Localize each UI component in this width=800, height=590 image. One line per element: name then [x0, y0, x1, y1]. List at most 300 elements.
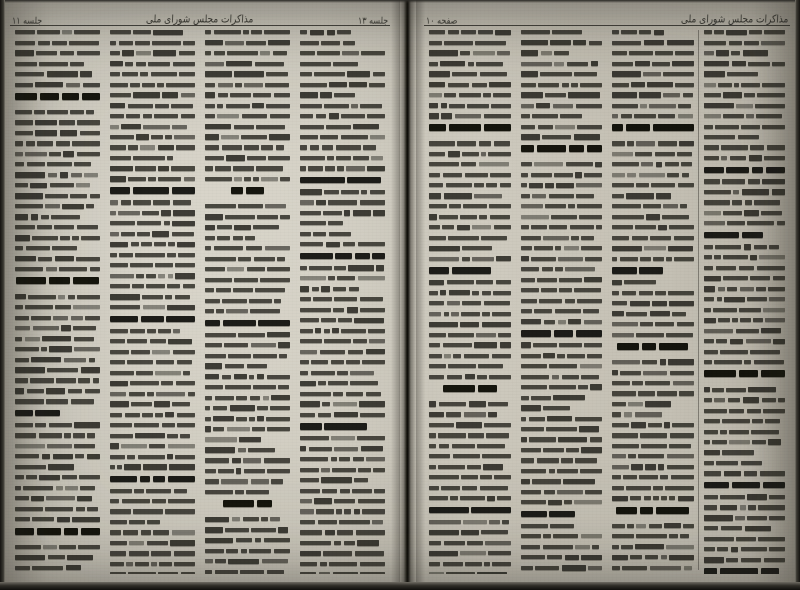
word-glyph-cluster	[644, 246, 666, 250]
word-glyph-cluster	[429, 173, 440, 177]
word-glyph-cluster	[652, 301, 667, 306]
word-glyph-cluster	[446, 183, 472, 187]
word-glyph-cluster	[321, 286, 330, 291]
word-glyph-cluster	[612, 475, 621, 479]
word-glyph-cluster	[543, 545, 573, 549]
word-glyph-cluster	[205, 104, 215, 108]
word-glyph-cluster	[363, 145, 376, 149]
word-glyph-cluster	[119, 253, 133, 257]
word-glyph-cluster	[165, 135, 172, 139]
word-glyph-cluster	[372, 520, 383, 524]
word-glyph-cluster	[205, 299, 220, 303]
word-glyph-cluster	[612, 381, 630, 385]
word-glyph-cluster	[552, 30, 582, 34]
text-line	[110, 518, 195, 526]
word-glyph-cluster	[168, 444, 195, 448]
text-line	[15, 223, 100, 231]
word-glyph-cluster	[322, 402, 330, 406]
heading-glyph-cluster	[64, 528, 78, 535]
word-glyph-cluster	[736, 537, 755, 541]
word-glyph-cluster	[247, 156, 265, 160]
word-glyph-cluster	[328, 221, 343, 225]
right-page-head-rule	[424, 25, 790, 26]
word-glyph-cluster	[474, 183, 484, 187]
word-glyph-cluster	[30, 378, 53, 382]
word-glyph-cluster	[752, 419, 763, 423]
word-glyph-cluster	[146, 489, 171, 493]
word-glyph-cluster	[151, 562, 157, 566]
word-glyph-cluster	[581, 555, 602, 560]
word-glyph-cluster	[224, 343, 248, 347]
word-glyph-cluster	[576, 104, 602, 108]
word-glyph-cluster	[130, 329, 145, 333]
word-glyph-cluster	[723, 211, 742, 215]
word-glyph-cluster	[575, 417, 602, 421]
word-glyph-cluster	[521, 194, 530, 198]
speaker-heading	[15, 277, 100, 288]
word-glyph-cluster	[217, 225, 232, 229]
word-glyph-cluster	[26, 141, 35, 145]
word-glyph-cluster	[81, 236, 100, 240]
word-glyph-cluster	[452, 444, 475, 448]
word-glyph-cluster	[124, 464, 140, 469]
word-glyph-cluster	[232, 458, 241, 463]
word-glyph-cluster	[655, 322, 674, 326]
word-glyph-cluster	[261, 177, 278, 181]
word-glyph-cluster	[704, 266, 714, 270]
word-glyph-cluster	[110, 125, 119, 129]
heading-glyph-cluster	[324, 423, 367, 429]
word-glyph-cluster	[612, 83, 629, 87]
word-glyph-cluster	[256, 166, 283, 170]
word-glyph-cluster	[216, 288, 231, 292]
text-line	[429, 331, 511, 339]
word-glyph-cluster	[134, 489, 143, 493]
word-glyph-cluster	[110, 51, 120, 55]
word-glyph-cluster	[238, 333, 264, 337]
word-glyph-cluster	[46, 496, 74, 500]
heading-glyph-cluster	[642, 343, 657, 350]
word-glyph-cluster	[475, 41, 506, 45]
word-glyph-cluster	[587, 354, 602, 358]
word-glyph-cluster	[429, 520, 461, 524]
word-glyph-cluster	[581, 236, 593, 240]
word-glyph-cluster	[704, 286, 716, 291]
word-glyph-cluster	[429, 183, 443, 187]
word-glyph-cluster	[300, 381, 316, 386]
word-glyph-cluster	[612, 566, 620, 570]
word-glyph-cluster	[15, 367, 45, 372]
text-line	[205, 154, 290, 162]
word-glyph-cluster	[39, 62, 67, 66]
word-glyph-cluster	[760, 471, 785, 475]
text-line	[429, 484, 511, 492]
scanner-bed-right	[795, 0, 800, 590]
word-glyph-cluster	[260, 278, 290, 282]
word-glyph-cluster	[756, 114, 782, 118]
text-line	[521, 372, 603, 380]
speaker-heading	[15, 93, 100, 104]
word-glyph-cluster	[300, 329, 313, 333]
word-glyph-cluster	[722, 419, 749, 423]
word-glyph-cluster	[266, 104, 290, 108]
word-glyph-cluster	[110, 562, 124, 566]
word-glyph-cluster	[255, 62, 284, 66]
word-glyph-cluster	[15, 162, 24, 166]
word-glyph-cluster	[15, 62, 37, 66]
word-glyph-cluster	[205, 426, 211, 431]
speaker-heading	[110, 314, 195, 324]
word-glyph-cluster	[641, 444, 667, 448]
word-glyph-cluster	[76, 507, 85, 511]
word-glyph-cluster	[542, 135, 571, 139]
word-glyph-cluster	[645, 381, 671, 385]
word-glyph-cluster	[321, 41, 340, 45]
text-line	[429, 181, 511, 189]
heading-glyph-cluster	[704, 167, 724, 173]
text-line	[521, 59, 603, 67]
word-glyph-cluster	[73, 305, 100, 309]
word-glyph-cluster	[268, 40, 290, 45]
word-glyph-cluster	[723, 114, 744, 118]
word-glyph-cluster	[543, 236, 569, 240]
word-glyph-cluster	[121, 124, 141, 129]
text-line	[300, 327, 385, 335]
word-glyph-cluster	[584, 343, 602, 347]
word-glyph-cluster	[704, 450, 721, 455]
word-glyph-cluster	[344, 509, 351, 513]
left-page-session-label-outer: جلسه ۱۳	[357, 15, 389, 26]
word-glyph-cluster	[78, 545, 100, 549]
text-line	[205, 404, 290, 412]
word-glyph-cluster	[354, 478, 368, 482]
word-glyph-cluster	[329, 562, 357, 566]
text-line	[110, 560, 195, 568]
text-line	[612, 421, 694, 429]
word-glyph-cluster	[622, 291, 637, 295]
word-glyph-cluster	[15, 423, 33, 427]
text-line	[429, 400, 511, 408]
text-line	[110, 209, 195, 217]
heading-glyph-cluster	[443, 385, 475, 392]
word-glyph-cluster	[521, 354, 541, 358]
text-line	[429, 528, 511, 536]
word-glyph-cluster	[534, 246, 553, 250]
word-glyph-cluster	[357, 436, 385, 440]
word-glyph-cluster	[665, 486, 694, 490]
word-glyph-cluster	[741, 83, 759, 87]
word-glyph-cluster	[529, 183, 543, 188]
word-glyph-cluster	[349, 287, 359, 291]
word-glyph-cluster	[679, 141, 694, 146]
word-glyph-cluster	[37, 225, 52, 229]
text-line	[300, 91, 385, 99]
word-glyph-cluster	[367, 166, 385, 171]
word-glyph-cluster	[704, 505, 718, 509]
text-line	[612, 181, 694, 189]
word-glyph-cluster	[300, 51, 315, 55]
heading-glyph-cluster	[110, 187, 130, 193]
word-glyph-cluster	[177, 360, 192, 364]
word-glyph-cluster	[746, 114, 754, 118]
word-glyph-cluster	[704, 211, 721, 215]
text-line	[205, 234, 290, 242]
word-glyph-cluster	[446, 412, 461, 416]
word-glyph-cluster	[704, 276, 721, 281]
word-glyph-cluster	[635, 412, 663, 416]
word-glyph-cluster	[312, 287, 320, 291]
word-glyph-cluster	[654, 30, 664, 35]
word-glyph-cluster	[494, 225, 511, 229]
word-glyph-cluster	[300, 401, 320, 406]
word-glyph-cluster	[521, 204, 543, 208]
text-line	[429, 320, 511, 328]
text-line	[15, 28, 100, 36]
text-line	[110, 507, 195, 515]
text-line	[15, 192, 100, 200]
text-line	[110, 348, 195, 356]
text-line	[15, 303, 100, 311]
text-line	[15, 473, 100, 481]
word-glyph-cluster	[716, 339, 727, 343]
word-glyph-cluster	[669, 534, 678, 538]
word-glyph-cluster	[759, 255, 785, 259]
word-glyph-cluster	[429, 551, 458, 556]
word-glyph-cluster	[205, 570, 212, 574]
word-glyph-cluster	[253, 225, 279, 229]
word-glyph-cluster	[720, 495, 745, 499]
word-glyph-cluster	[148, 62, 171, 66]
text-line	[521, 80, 603, 88]
word-glyph-cluster	[672, 61, 693, 66]
word-glyph-cluster	[316, 114, 327, 118]
word-glyph-cluster	[62, 30, 71, 34]
heading-glyph-cluster	[355, 253, 370, 259]
text-line	[300, 528, 385, 536]
word-glyph-cluster	[244, 469, 265, 473]
word-glyph-cluster	[531, 396, 551, 400]
heading-glyph-cluster	[37, 528, 61, 535]
word-glyph-cluster	[652, 62, 670, 66]
word-glyph-cluster	[251, 343, 276, 347]
word-glyph-cluster	[726, 558, 738, 562]
text-line	[612, 320, 694, 328]
word-glyph-cluster	[39, 475, 60, 480]
word-glyph-cluster	[576, 194, 594, 198]
word-glyph-cluster	[154, 401, 170, 406]
word-glyph-cluster	[429, 291, 438, 295]
word-glyph-cluster	[360, 413, 385, 417]
word-glyph-cluster	[162, 423, 176, 427]
word-glyph-cluster	[483, 93, 491, 97]
text-line	[429, 463, 511, 471]
heading-glyph-cluster	[452, 267, 492, 273]
word-glyph-cluster	[429, 541, 441, 545]
word-glyph-cluster	[183, 41, 195, 45]
word-glyph-cluster	[333, 62, 357, 66]
word-glyph-cluster	[429, 30, 445, 34]
word-glyph-cluster	[665, 162, 679, 166]
word-glyph-cluster	[563, 479, 594, 484]
word-glyph-cluster	[621, 114, 632, 118]
word-glyph-cluster	[612, 322, 638, 326]
text-line	[15, 387, 100, 395]
word-glyph-cluster	[644, 496, 651, 500]
word-glyph-cluster	[152, 41, 181, 45]
word-glyph-cluster	[429, 103, 438, 108]
text-line	[15, 494, 100, 502]
word-glyph-cluster	[673, 381, 694, 385]
word-glyph-cluster	[367, 114, 385, 118]
word-glyph-cluster	[337, 166, 343, 170]
word-glyph-cluster	[205, 517, 229, 522]
text-line	[300, 112, 385, 120]
word-glyph-cluster	[462, 486, 477, 490]
word-glyph-cluster	[121, 444, 147, 448]
word-glyph-cluster	[336, 156, 351, 160]
word-glyph-cluster	[230, 93, 251, 97]
word-glyph-cluster	[15, 347, 39, 351]
text-line	[429, 202, 511, 210]
word-glyph-cluster	[612, 534, 634, 538]
word-glyph-cluster	[50, 183, 75, 187]
text-line	[521, 297, 603, 305]
word-glyph-cluster	[15, 486, 21, 490]
text-line	[110, 528, 195, 536]
text-line	[300, 28, 385, 36]
speaker-heading	[612, 507, 694, 518]
word-glyph-cluster	[628, 402, 643, 406]
word-glyph-cluster	[486, 183, 497, 187]
word-glyph-cluster	[267, 267, 290, 271]
word-glyph-cluster	[574, 288, 601, 292]
text-line	[704, 514, 786, 522]
word-glyph-cluster	[47, 444, 71, 448]
heading-glyph-cluster	[639, 267, 662, 273]
text-line	[205, 435, 290, 443]
text-line	[205, 467, 290, 475]
word-glyph-cluster	[537, 458, 559, 462]
word-glyph-cluster	[267, 570, 284, 574]
text-line	[612, 389, 694, 397]
word-glyph-cluster	[346, 360, 360, 364]
word-glyph-cluster	[80, 486, 95, 490]
word-glyph-cluster	[314, 72, 345, 76]
word-glyph-cluster	[47, 110, 68, 114]
word-glyph-cluster	[110, 434, 133, 438]
word-glyph-cluster	[730, 156, 747, 160]
word-glyph-cluster	[521, 490, 542, 494]
text-line	[704, 143, 786, 151]
word-glyph-cluster	[110, 232, 119, 236]
word-glyph-cluster	[720, 350, 748, 354]
word-glyph-cluster	[87, 433, 95, 437]
word-glyph-cluster	[584, 277, 602, 282]
word-glyph-cluster	[474, 194, 501, 198]
text-line	[429, 351, 511, 359]
heading-glyph-cluster	[521, 145, 535, 152]
word-glyph-cluster	[155, 413, 163, 417]
left-page-columns	[10, 28, 390, 574]
word-glyph-cluster	[749, 30, 762, 34]
text-line	[15, 334, 100, 342]
speaker-heading	[612, 124, 694, 135]
text-line	[15, 59, 100, 67]
word-glyph-cluster	[460, 496, 485, 500]
word-glyph-cluster	[590, 384, 602, 389]
word-glyph-cluster	[313, 297, 332, 301]
text-line	[429, 91, 511, 99]
word-glyph-cluster	[110, 381, 128, 386]
word-glyph-cluster	[300, 541, 331, 545]
text-line	[300, 434, 385, 442]
word-glyph-cluster	[480, 72, 507, 76]
word-glyph-cluster	[142, 413, 153, 417]
text-line	[15, 313, 100, 321]
word-glyph-cluster	[87, 454, 100, 459]
word-glyph-cluster	[172, 232, 194, 236]
word-glyph-cluster	[612, 412, 621, 416]
word-glyph-cluster	[465, 173, 488, 177]
word-glyph-cluster	[142, 83, 155, 87]
word-glyph-cluster	[429, 162, 459, 166]
word-glyph-cluster	[205, 333, 236, 337]
word-glyph-cluster	[157, 83, 164, 87]
word-glyph-cluster	[300, 62, 331, 66]
word-glyph-cluster	[300, 308, 331, 312]
word-glyph-cluster	[346, 392, 364, 396]
text-line	[704, 219, 786, 227]
speaker-heading	[205, 500, 290, 511]
word-glyph-cluster	[768, 287, 785, 291]
word-glyph-cluster	[571, 236, 579, 240]
word-glyph-cluster	[612, 236, 629, 240]
word-glyph-cluster	[658, 464, 664, 469]
word-glyph-cluster	[118, 211, 140, 215]
word-glyph-cluster	[612, 71, 641, 76]
text-line	[704, 264, 786, 272]
word-glyph-cluster	[246, 246, 263, 250]
word-glyph-cluster	[52, 41, 66, 45]
word-glyph-cluster	[612, 370, 618, 375]
word-glyph-cluster	[429, 375, 444, 379]
word-glyph-cluster	[165, 412, 174, 417]
word-glyph-cluster	[74, 162, 91, 166]
word-glyph-cluster	[214, 246, 243, 250]
word-glyph-cluster	[769, 547, 785, 551]
word-glyph-cluster	[429, 496, 448, 500]
word-glyph-cluster	[714, 398, 725, 402]
word-glyph-cluster	[173, 350, 195, 354]
word-glyph-cluster	[32, 236, 58, 240]
word-glyph-cluster	[60, 51, 75, 55]
word-glyph-cluster	[723, 255, 747, 259]
word-glyph-cluster	[443, 562, 463, 566]
word-glyph-cluster	[581, 375, 599, 379]
text-line	[15, 515, 100, 523]
word-glyph-cluster	[218, 93, 228, 97]
text-line	[110, 421, 195, 429]
word-glyph-cluster	[133, 509, 163, 513]
word-glyph-cluster	[452, 72, 477, 76]
word-glyph-cluster	[366, 349, 385, 354]
word-glyph-cluster	[74, 347, 100, 351]
word-glyph-cluster	[747, 409, 761, 413]
word-glyph-cluster	[761, 41, 785, 45]
word-glyph-cluster	[27, 389, 44, 393]
text-line	[429, 244, 511, 252]
word-glyph-cluster	[764, 30, 785, 34]
